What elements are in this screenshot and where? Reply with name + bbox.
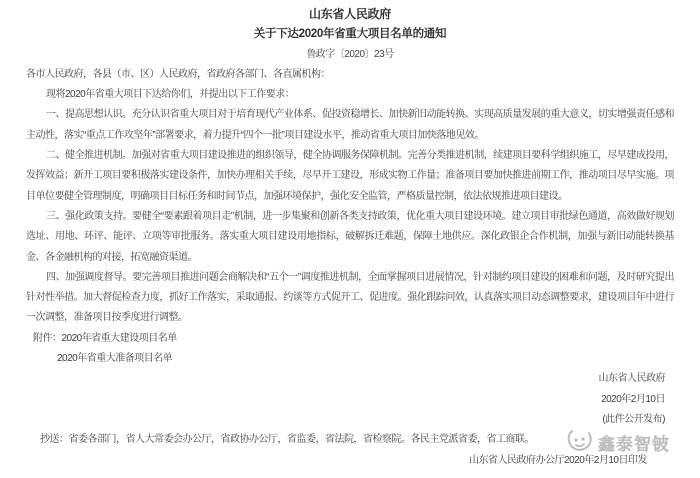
issuer-title: 山东省人民政府 bbox=[309, 7, 391, 21]
salutation-line: 各市人民政府，各县（市、区）人民政府，省政府各部门、各直属机构： bbox=[26, 68, 330, 80]
publish-note: (此件公开发布) bbox=[602, 413, 665, 425]
paragraph-3: 三、强化政策支持。要健全“要素跟着项目走”机制，进一步集聚和创新各类支持政策，优化重大项目建设环境。建立项目审批绿色通道，高效做好规划选址、用地、环评、能评、立项等审批服务。落实重大项目建设用地指标，破解拆迁难题，保障土地供应。深化政银企合作机制，加强与新旧动能转换基金、各金融机构的对接，拓宽融资渠道。 bbox=[26, 210, 674, 263]
attachment-item-1: 2020年省重大建设项目名单 bbox=[61, 332, 177, 344]
signature-date: 2020年2月10日 bbox=[601, 393, 665, 405]
paragraph-1: 一、提高思想认识。充分认识省重大项目对于培育现代产业体系、促投资稳增长、加快新旧动能转换、实现高质量发展的重大意义，切实增强责任感和主动性，落实“重点工作攻坚年”部署要求，着力提升“四个一批”项目建设水平，推动省重大项目加快落地见效。 bbox=[26, 109, 674, 141]
cc-line: 抄送：省委各部门，省人大常委会办公厅，省政协办公厅，省监委，省法院，省检察院。各民主党派省委，省工商联。 bbox=[40, 434, 534, 446]
attachment-line-1 bbox=[33, 329, 674, 349]
document-subject-title: 关于下达2020年省重大项目名单的通知 bbox=[253, 28, 447, 41]
intro-line: 现将2020年省重大项目下达给你们，并提出以下工作要求： bbox=[46, 89, 295, 101]
watermark-text: 鑫泰智铍 bbox=[598, 434, 670, 454]
signature-issuer: 山东省人民政府 bbox=[598, 373, 665, 385]
attachment-item-2: 2020年省重大准备项目名单 bbox=[57, 353, 173, 365]
paragraph-4: 四、加强调度督导。要完善项目推进问题会商解决和“五个一”调度推进机制，全面掌握项目进展情况，针对制约项目建设的困难和问题，及时研究提出针对性举措。加大督促检查力度，抓好工作落实，采取通报、约谈等方式促开工、促进度。强化跟踪问效，认真落实项目动态调整要求，建设项目年中进行一次调整，准备项目按季度进行调整。 bbox=[26, 271, 674, 324]
document-number: 鲁政字〔2020〕23号 bbox=[306, 48, 394, 60]
attachment-label: 附件： bbox=[33, 332, 62, 344]
print-note: 山东省人民政府办公厅2020年2月10日印发 bbox=[469, 454, 647, 466]
paragraph-2: 二、健全推进机制。加强对省重大项目建设推进的组织领导，健全协调服务保障机制。完善分类推进机制，续建项目要科学组织施工，尽早建成投用，发挥效益；新开工项目要积极落实建设条件，加快办理相关手续，尽早开工建设，形成实物工作量；准备项目要加快推进前期工作，推动项目尽早实施。项目单位要健全管理制度，明确项目目标任务和时间节点，加强环境保护，强化安全监管，严格质量控制，依法依规推进项目建设。 bbox=[26, 150, 674, 202]
